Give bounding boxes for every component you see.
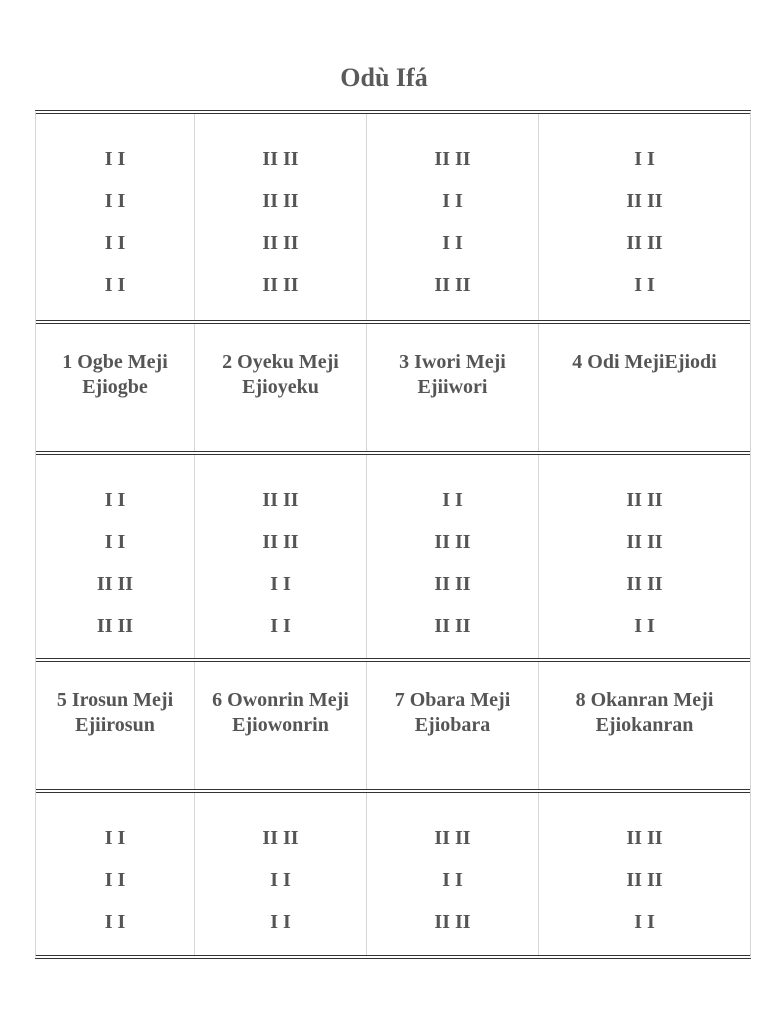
pattern-cell-5 bbox=[36, 455, 195, 658]
pattern-mark: II II bbox=[262, 148, 299, 170]
pattern-mark: II II bbox=[626, 489, 663, 511]
pattern-mark: I I bbox=[442, 489, 463, 511]
pattern-mark: II II bbox=[96, 615, 134, 637]
pattern-cell-1 bbox=[36, 114, 195, 320]
odu-name: 5 Irosun Meji Ejiirosun bbox=[56, 689, 174, 736]
pattern-mark: II II bbox=[262, 232, 299, 254]
pattern-mark: I I bbox=[104, 274, 126, 296]
name-row-2 bbox=[36, 658, 750, 789]
pattern-mark: I I bbox=[270, 869, 291, 891]
pattern-mark: II II bbox=[262, 190, 299, 212]
pattern-mark: II II bbox=[626, 190, 663, 212]
pattern-mark: II II bbox=[626, 827, 663, 849]
pattern-cell-8 bbox=[539, 455, 750, 658]
odu-name: 4 Odi MejiEjiodi bbox=[572, 351, 717, 373]
pattern-cell-6 bbox=[195, 455, 367, 658]
odu-name: 7 Obara Meji Ejiobara bbox=[394, 689, 511, 736]
name-row-1 bbox=[36, 320, 750, 451]
page-title: Odù Ifá bbox=[340, 63, 428, 92]
pattern-mark: II II bbox=[626, 531, 663, 553]
pattern-mark: I I bbox=[104, 827, 126, 849]
odu-name-cell-5 bbox=[36, 662, 195, 789]
pattern-mark: II II bbox=[262, 531, 299, 553]
pattern-mark: II II bbox=[626, 869, 663, 891]
odu-name-cell-8 bbox=[539, 662, 750, 789]
pattern-cell-9 bbox=[36, 793, 195, 955]
pattern-row-2 bbox=[36, 451, 750, 658]
pattern-mark: II II bbox=[434, 531, 471, 553]
pattern-mark: I I bbox=[104, 148, 126, 170]
pattern-mark: I I bbox=[634, 615, 655, 637]
odu-table bbox=[35, 110, 751, 959]
pattern-mark: I I bbox=[270, 573, 291, 595]
pattern-mark: I I bbox=[104, 531, 126, 553]
pattern-cell-11 bbox=[367, 793, 539, 955]
pattern-row-1 bbox=[36, 114, 750, 320]
pattern-mark: I I bbox=[270, 911, 291, 933]
pattern-mark: II II bbox=[96, 573, 134, 595]
odu-name-cell-2 bbox=[195, 324, 367, 451]
pattern-mark: I I bbox=[442, 190, 463, 212]
pattern-mark: I I bbox=[104, 911, 126, 933]
odu-name-cell-3 bbox=[367, 324, 539, 451]
odu-name: 6 Owonrin Meji Ejiowonrin bbox=[212, 689, 349, 736]
pattern-mark: II II bbox=[262, 827, 299, 849]
pattern-mark: II II bbox=[434, 911, 471, 933]
pattern-cell-7 bbox=[367, 455, 539, 658]
pattern-mark: II II bbox=[434, 827, 471, 849]
odu-name: 2 Oyeku Meji Ejioyeku bbox=[222, 351, 339, 398]
odu-name: 3 Iwori Meji Ejiiwori bbox=[399, 351, 506, 398]
odu-name: 1 Ogbe Meji Ejiogbe bbox=[62, 351, 168, 398]
pattern-cell-4 bbox=[539, 114, 750, 320]
pattern-mark: I I bbox=[442, 869, 463, 891]
pattern-row-3 bbox=[36, 789, 750, 955]
pattern-mark: I I bbox=[634, 911, 655, 933]
odu-name-cell-1 bbox=[36, 324, 195, 451]
pattern-mark: I I bbox=[104, 869, 126, 891]
pattern-mark: I I bbox=[270, 615, 291, 637]
pattern-mark: I I bbox=[634, 148, 655, 170]
pattern-cell-2 bbox=[195, 114, 367, 320]
pattern-mark: II II bbox=[434, 615, 471, 637]
pattern-mark: II II bbox=[626, 232, 663, 254]
pattern-mark: II II bbox=[262, 489, 299, 511]
pattern-mark: I I bbox=[104, 489, 126, 511]
pattern-mark: II II bbox=[262, 274, 299, 296]
pattern-mark: I I bbox=[104, 232, 126, 254]
pattern-mark: I I bbox=[634, 274, 655, 296]
pattern-cell-3 bbox=[367, 114, 539, 320]
pattern-mark: II II bbox=[434, 274, 471, 296]
pattern-mark: II II bbox=[626, 573, 663, 595]
pattern-mark: I I bbox=[104, 190, 126, 212]
pattern-mark: II II bbox=[434, 148, 471, 170]
odu-name-cell-7 bbox=[367, 662, 539, 789]
pattern-cell-10 bbox=[195, 793, 367, 955]
odu-name-cell-6 bbox=[195, 662, 367, 789]
odu-name: 8 Okanran Meji Ejiokanran bbox=[575, 689, 714, 736]
pattern-mark: I I bbox=[442, 232, 463, 254]
odu-name-cell-4 bbox=[539, 324, 750, 451]
pattern-mark: II II bbox=[434, 573, 471, 595]
pattern-cell-12 bbox=[539, 793, 750, 955]
